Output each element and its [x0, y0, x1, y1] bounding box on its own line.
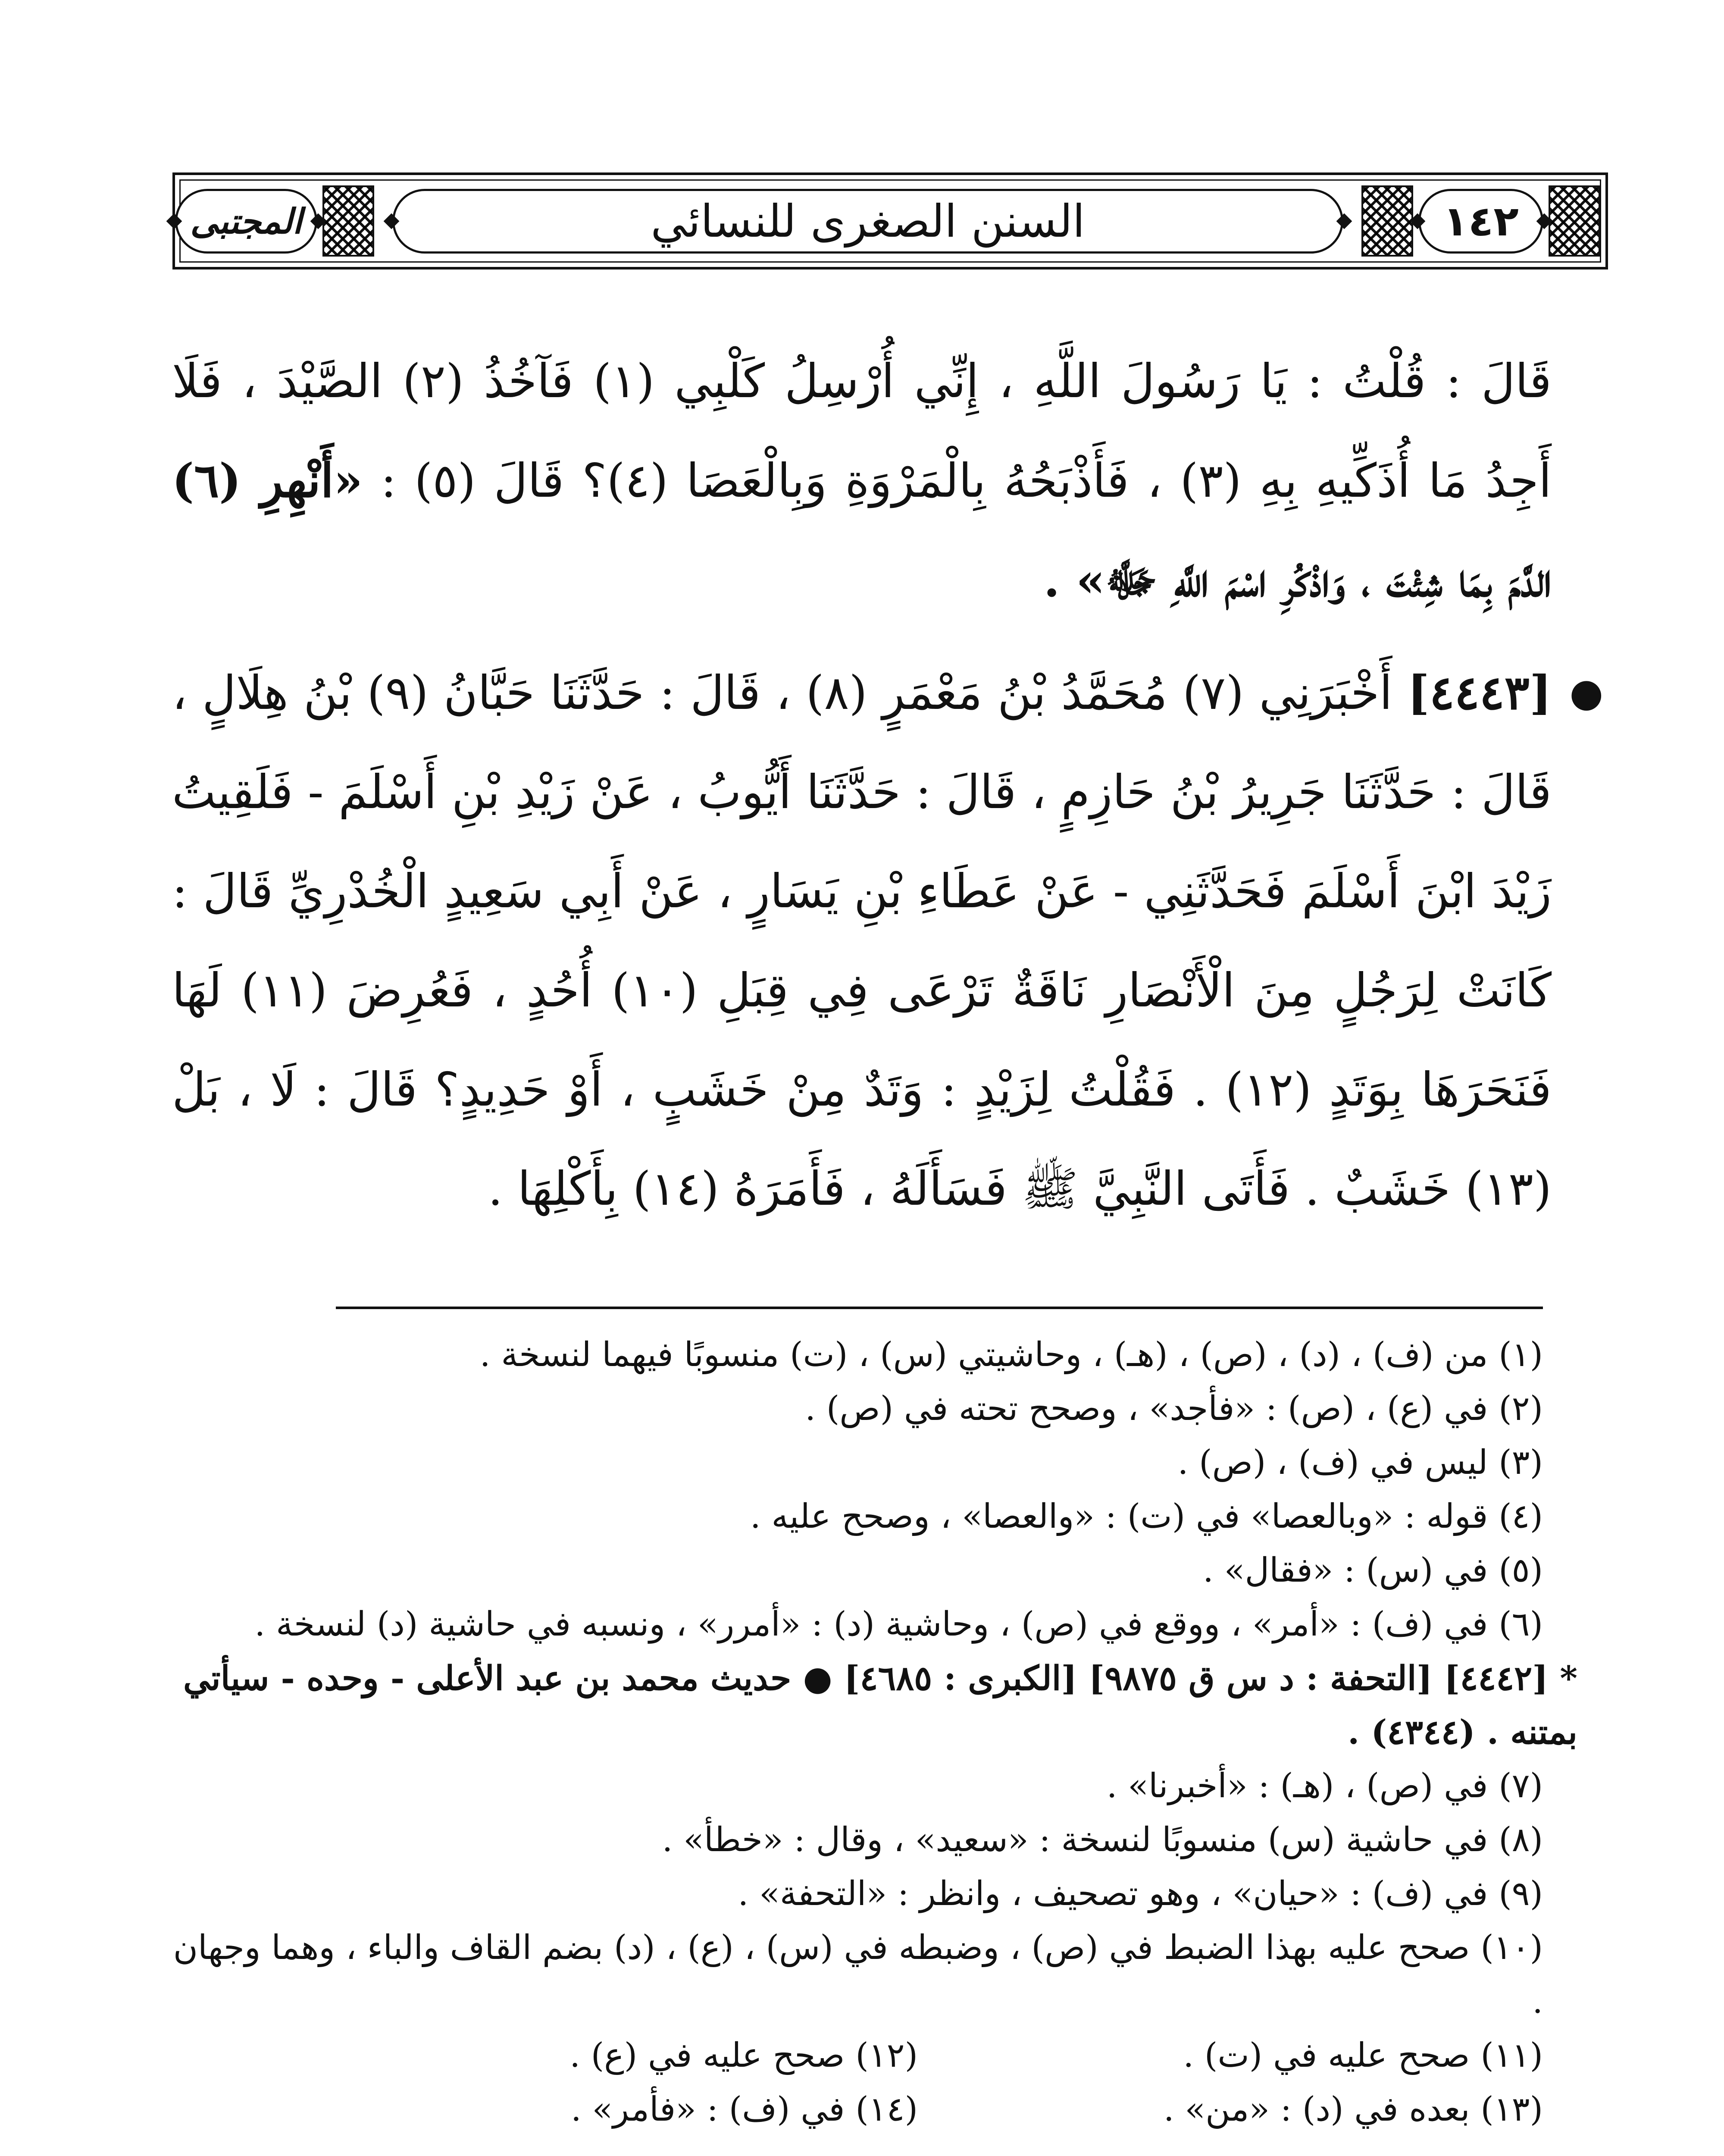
hadith-number: [٤٤٤٣]	[1407, 666, 1552, 720]
footnote-row-11-12	[163, 2029, 1543, 2083]
footnote-row-13-14	[163, 2083, 1543, 2137]
paragraph-hadith-4442-end	[172, 332, 1552, 630]
ornament-center-right	[1361, 185, 1413, 257]
footnote-12: (١٢) صحح عليه في (ع) .	[569, 2036, 918, 2075]
prophet-speech: «أَنْهِرِ (٦) الدَّمَ بِمَا شِئْتَ ، وَاذْكُرِ اسْمَ اللَّهِ ﷻ» .	[172, 454, 1552, 608]
bullet-icon: ●	[1569, 670, 1603, 715]
series-logo-cartouche	[175, 189, 317, 254]
footnote-2: (٢) في (ع) ، (ص) : «فأجد» ، وصحح تحته في (ص) .	[805, 1389, 1543, 1428]
paragraph-hadith-4443	[172, 643, 1603, 1239]
footnote-separator	[336, 1307, 1543, 1309]
ornament-center-left	[322, 185, 374, 257]
footnote-4: (٤) قوله : «وبالعصا» في (ت) : «والعصا» ، وصحح عليه .	[750, 1497, 1543, 1536]
ornament-right	[1549, 185, 1600, 257]
series-logo: المجتبى	[190, 201, 302, 241]
footnote-8: (٨) في حاشية (س) منسوبًا لنسخة : «سعيد» ، وقال : «خطأ» .	[662, 1821, 1543, 1859]
footnote-7: (٧) في (ص) ، (هـ) : «أخبرنا» .	[1106, 1767, 1543, 1805]
footnote-3: (٣) ليس في (ف) ، (ص) .	[1177, 1443, 1543, 1482]
takhrij-note-4442: * [٤٤٤٢] [التحفة : د س ق ٩٨٧٥] [الكبرى : ٤٦٨٥] ● حديث محمد بن عبد الأعلى - وحده - سيأتي بمتنه . (٤٣٤٤) .	[183, 1659, 1577, 1752]
footnote-10: (١٠) صحح عليه بهذا الضبط في (ص) ، وضبطه في (س) ، (ع) ، (د) بضم القاف والباء ، وهما وجهان .	[173, 1928, 1543, 2021]
page-number: ١٤٢	[1443, 197, 1519, 245]
page-number-cartouche	[1418, 189, 1543, 254]
paragraph-text: أَخْبَرَنِي (٧) مُحَمَّدُ بْنُ مَعْمَرٍ (٨) ، قَالَ : حَدَّثَنَا حَبَّانُ (٩) بْنُ هِلَالٍ ، قَالَ : حَدَّثَنَا جَرِيرُ بْنُ حَازِمٍ ، قَالَ : حَدَّثَنَا أَيُّوبُ ، عَنْ زَيْدِ بْنِ أَسْلَمَ - فَلَقِيتُ زَيْدَ ابْنَ أَسْلَمَ فَحَدَّثَنِي - عَنْ عَطَاءِ بْنِ يَسَارٍ ، عَنْ أَبِي سَعِيدٍ الْخُدْرِيِّ قَالَ : كَانَتْ لِرَجُلٍ مِنَ الْأَنْصَارِ نَاقَةٌ تَرْعَى فِي قِبَلِ (١٠) أُحُدٍ ، فَعُرِضَ (١١) لَهَا فَنَحَرَهَا بِوَتَدٍ (١٢) . فَقُلْتُ لِزَيْدٍ : وَتَدٌ مِنْ خَشَبٍ ، أَوْ حَدِيدٍ؟ قَالَ : لَا ، بَلْ (١٣) خَشَبٌ . فَأَتَى النَّبِيَّ ﷺ فَسَأَلَهُ ، فَأَمَرَهُ (١٤) بِأَكْلِهَا .	[172, 666, 1552, 1216]
running-title: السنن الصغرى للنسائي	[651, 194, 1085, 248]
footnote-14: (١٤) في (ف) : «فأمر» .	[570, 2090, 918, 2129]
footnote-11: (١١) صحح عليه في (ت) .	[1183, 2036, 1543, 2075]
footnote-13: (١٣) بعده في (د) : «من» .	[1163, 2090, 1543, 2129]
footnotes	[163, 1328, 1577, 2137]
paragraph-text: قَالَ : قُلْتُ : يَا رَسُولَ اللَّهِ ، إِنِّي أُرْسِلُ كَلْبِي (١) فَآخُذُ (٢) الصَّيْدَ ، فَلَا أَجِدُ مَا أُذَكِّيهِ بِهِ (٣) ، فَأَذْبَحُهُ بِالْمَرْوَةِ وَبِالْعَصَا (٤)؟ قَالَ (٥) :	[172, 354, 1552, 508]
main-text	[172, 332, 1603, 1239]
footnote-1: (١) من (ف) ، (د) ، (ص) ، (هـ) ، وحاشيتي (س) ، (ت) منسوبًا فيهما لنسخة .	[479, 1335, 1543, 1374]
footnote-6: (٦) في (ف) : «أمر» ، ووقع في (ص) ، وحاشية (د) : «أمرر» ، ونسبه في حاشية (د) لنسخة .	[254, 1605, 1543, 1644]
footnote-5: (٥) في (س) : «فقال» .	[1203, 1551, 1543, 1590]
page-header	[172, 172, 1608, 270]
title-cartouche	[392, 189, 1343, 254]
footnote-9: (٩) في (ف) : «حيان» ، وهو تصحيف ، وانظر : «التحفة» .	[738, 1874, 1543, 1913]
